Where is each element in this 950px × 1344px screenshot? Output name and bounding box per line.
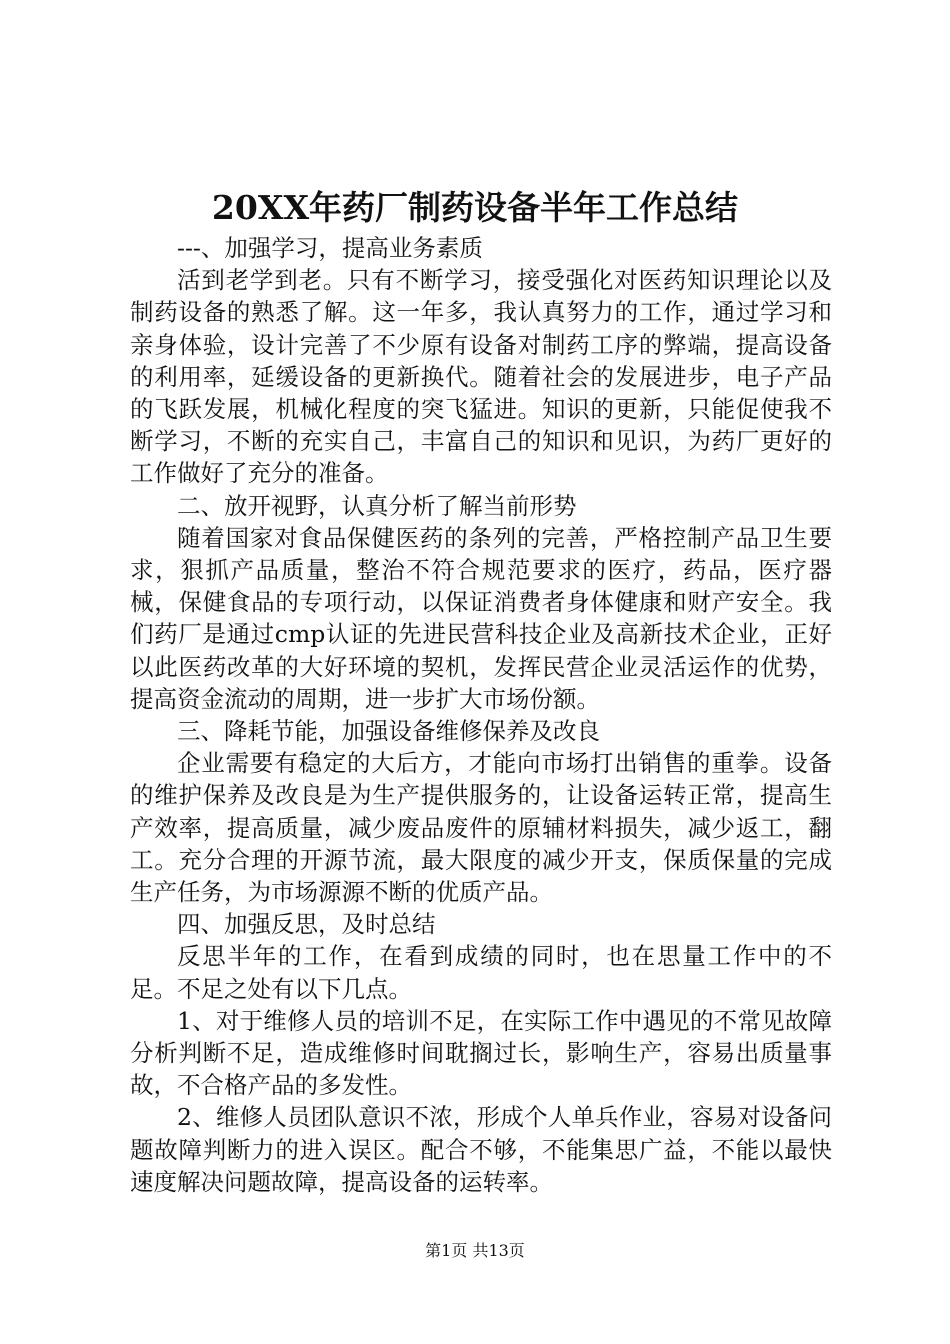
document-title: 20XX年药厂制药设备半年工作总结: [211, 188, 739, 227]
section-heading-3: 三、降耗节能，加强设备维修保养及改良: [177, 717, 600, 746]
list-item-2: 2、维修人员团队意识不浓，形成个人单兵作业，容易对设备问题故障判断力的进入误区。配合不够，不能集思广益，不能以最快速度解决问题故障，提高设备的运转率。: [130, 1103, 832, 1196]
body-paragraph: 随着国家对食品保健医药的条列的完善，严格控制产品卫生要求，狠抓产品质量，整治不符合规范要求的医疗，药品，医疗器械，保健食品的专项行动，以保证消费者身体健康和财产安全。我们药厂是通过cmp认证的先进民营科技企业及高新技术企业，正好以此医药改革的大好环境的契机，发挥民营企业灵活运作的优势，提高资金流动的周期，进一步扩大市场份额。: [130, 523, 832, 713]
body-paragraph: 反思半年的工作，在看到成绩的同时，也在思量工作中的不足。不足之处有以下几点。: [130, 942, 832, 1003]
list-item-1: 1、对于维修人员的培训不足，在实际工作中遇见的不常见故障分析判断不足，造成维修时间耽搁过长，影响生产，容易出质量事故，不合格产品的多发性。: [130, 1006, 832, 1100]
section-heading-1: ---、加强学习，提高业务素质: [177, 234, 483, 262]
body-paragraph: 企业需要有稳定的大后方，才能向市场打出销售的重拳。设备的维护保养及改良是为生产提供服务的，让设备运转正常，提高生产效率，提高质量，减少废品废件的原辅材料损失，减少返工，翻工。充分合理的开源节流，最大限度的减少开支，保质保量的完成生产任务，为市场源源不断的优质产品。: [130, 749, 832, 907]
section-heading-2: 二、放开视野，认真分析了解当前形势: [177, 491, 577, 520]
section-heading-4: 四、加强反思，及时总结: [177, 910, 436, 939]
body-paragraph: 活到老学到老。只有不断学习，接受强化对医药知识理论以及制药设备的熟悉了解。这一年多，我认真努力的工作，通过学习和亲身体验，设计完善了不少原有设备对制药工序的弊端，提高设备的利用率，延缓设备的更新换代。随着社会的发展进步，电子产品的飞跃发展，机械化程度的突飞猛进。知识的更新，只能促使我不断学习，不断的充实自己，丰富自己的知识和见识，为药厂更好的工作做好了充分的准备。: [130, 266, 832, 488]
document-body: [130, 232, 832, 1198]
page-footer: 第1页 共13页: [425, 1241, 525, 1260]
